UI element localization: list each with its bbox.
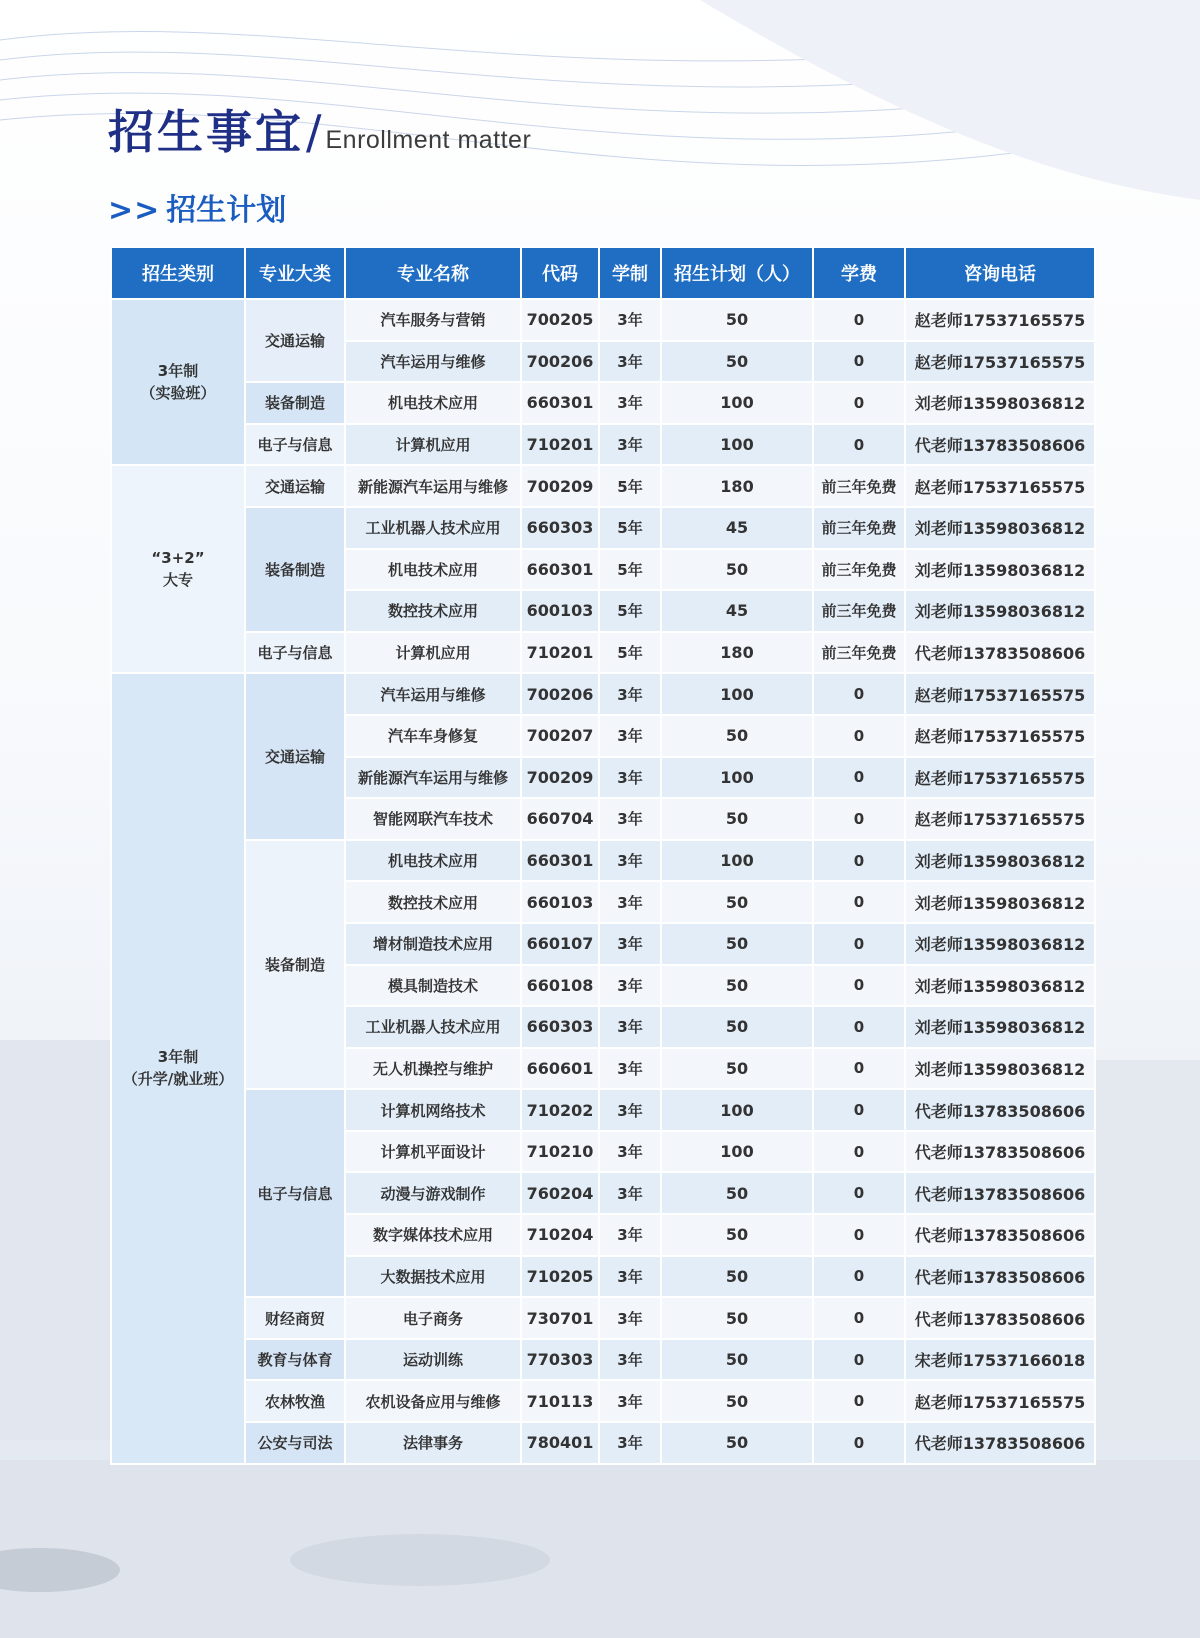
phone-cell: 赵老师17537165575 [905, 341, 1095, 383]
enrollment-plan-table [110, 246, 1096, 1465]
code-cell: 710204 [521, 1214, 599, 1256]
duration-cell: 3年 [599, 1006, 661, 1048]
duration-cell: 3年 [599, 341, 661, 383]
code-cell: 660301 [521, 549, 599, 591]
major-name-cell: 机电技术应用 [345, 382, 521, 424]
plan-cell: 50 [661, 881, 813, 923]
duration-cell: 3年 [599, 1256, 661, 1298]
col-header-major-name: 专业名称 [345, 247, 521, 299]
fee-cell: 0 [813, 673, 905, 715]
plan-cell: 100 [661, 382, 813, 424]
col-header-phone: 咨询电话 [905, 247, 1095, 299]
duration-cell: 3年 [599, 1214, 661, 1256]
major-class-cell: 装备制造 [245, 507, 345, 632]
major-class-cell: 交通运输 [245, 465, 345, 507]
title-slash: / [306, 105, 322, 159]
fee-cell: 0 [813, 1339, 905, 1381]
duration-cell: 3年 [599, 1089, 661, 1131]
major-name-cell: 法律事务 [345, 1422, 521, 1464]
fee-cell: 0 [813, 923, 905, 965]
col-header-fee: 学费 [813, 247, 905, 299]
major-name-cell: 机电技术应用 [345, 840, 521, 882]
duration-cell: 5年 [599, 507, 661, 549]
plan-cell: 50 [661, 1422, 813, 1464]
code-cell: 660103 [521, 881, 599, 923]
major-name-cell: 智能网联汽车技术 [345, 798, 521, 840]
major-name-cell: 汽车运用与维修 [345, 341, 521, 383]
fee-cell: 0 [813, 1006, 905, 1048]
duration-cell: 3年 [599, 923, 661, 965]
code-cell: 660303 [521, 507, 599, 549]
major-name-cell: 计算机网络技术 [345, 1089, 521, 1131]
major-name-cell: 电子商务 [345, 1297, 521, 1339]
phone-cell: 刘老师13598036812 [905, 549, 1095, 591]
major-name-cell: 机电技术应用 [345, 549, 521, 591]
plan-cell: 100 [661, 424, 813, 466]
duration-cell: 5年 [599, 632, 661, 674]
fee-cell: 前三年免费 [813, 465, 905, 507]
duration-cell: 3年 [599, 1131, 661, 1173]
plan-cell: 100 [661, 757, 813, 799]
code-cell: 700209 [521, 757, 599, 799]
phone-cell: 刘老师13598036812 [905, 382, 1095, 424]
table-row [111, 465, 1095, 507]
duration-cell: 3年 [599, 1380, 661, 1422]
plan-cell: 50 [661, 965, 813, 1007]
fee-cell: 0 [813, 1089, 905, 1131]
phone-cell: 刘老师13598036812 [905, 881, 1095, 923]
major-name-cell: 计算机平面设计 [345, 1131, 521, 1173]
fee-cell: 0 [813, 1172, 905, 1214]
fee-cell: 0 [813, 965, 905, 1007]
major-name-cell: 汽车运用与维修 [345, 673, 521, 715]
col-header-plan: 招生计划（人） [661, 247, 813, 299]
major-name-cell: 数字媒体技术应用 [345, 1214, 521, 1256]
fee-cell: 0 [813, 715, 905, 757]
major-class-cell: 电子与信息 [245, 424, 345, 466]
code-cell: 710202 [521, 1089, 599, 1131]
fee-cell: 0 [813, 1214, 905, 1256]
code-cell: 770303 [521, 1339, 599, 1381]
major-name-cell: 汽车服务与营销 [345, 299, 521, 341]
code-cell: 700206 [521, 673, 599, 715]
title-chinese: 招生事宜 [108, 105, 304, 159]
phone-cell: 赵老师17537165575 [905, 757, 1095, 799]
fee-cell: 0 [813, 1297, 905, 1339]
phone-cell: 刘老师13598036812 [905, 590, 1095, 632]
fee-cell: 前三年免费 [813, 590, 905, 632]
fee-cell: 0 [813, 299, 905, 341]
fee-cell: 0 [813, 881, 905, 923]
phone-cell: 刘老师13598036812 [905, 965, 1095, 1007]
plan-cell: 50 [661, 299, 813, 341]
table-row [111, 1380, 1095, 1422]
duration-cell: 5年 [599, 465, 661, 507]
subtitle-text: 招生计划 [166, 193, 287, 228]
category-line: （实验班） [140, 384, 216, 403]
code-cell: 700209 [521, 465, 599, 507]
fee-cell: 0 [813, 840, 905, 882]
col-header-major-class: 专业大类 [245, 247, 345, 299]
duration-cell: 3年 [599, 673, 661, 715]
major-class-cell: 交通运输 [245, 299, 345, 382]
table-header-row [111, 247, 1095, 299]
major-name-cell: 农机设备应用与维修 [345, 1380, 521, 1422]
code-cell: 700206 [521, 341, 599, 383]
major-name-cell: 汽车车身修复 [345, 715, 521, 757]
major-name-cell: 计算机应用 [345, 632, 521, 674]
table-row [111, 507, 1095, 549]
major-name-cell: 无人机操控与维护 [345, 1048, 521, 1090]
table-row [111, 840, 1095, 882]
plan-cell: 50 [661, 1048, 813, 1090]
major-name-cell: 模具制造技术 [345, 965, 521, 1007]
table-row [111, 632, 1095, 674]
phone-cell: 赵老师17537165575 [905, 465, 1095, 507]
phone-cell: 代老师13783508606 [905, 632, 1095, 674]
col-header-code: 代码 [521, 247, 599, 299]
code-cell: 710113 [521, 1380, 599, 1422]
major-class-cell: 农林牧渔 [245, 1380, 345, 1422]
duration-cell: 3年 [599, 1048, 661, 1090]
code-cell: 700205 [521, 299, 599, 341]
duration-cell: 3年 [599, 881, 661, 923]
table-row [111, 1297, 1095, 1339]
code-cell: 660303 [521, 1006, 599, 1048]
phone-cell: 代老师13783508606 [905, 1089, 1095, 1131]
duration-cell: 3年 [599, 715, 661, 757]
phone-cell: 赵老师17537165575 [905, 798, 1095, 840]
duration-cell: 3年 [599, 1339, 661, 1381]
plan-cell: 50 [661, 1214, 813, 1256]
table-row [111, 382, 1095, 424]
code-cell: 780401 [521, 1422, 599, 1464]
plan-cell: 50 [661, 1339, 813, 1381]
duration-cell: 3年 [599, 798, 661, 840]
major-name-cell: 新能源汽车运用与维修 [345, 465, 521, 507]
code-cell: 710201 [521, 632, 599, 674]
code-cell: 710205 [521, 1256, 599, 1298]
code-cell: 600103 [521, 590, 599, 632]
duration-cell: 3年 [599, 1297, 661, 1339]
category-line: “3+2” [151, 549, 205, 568]
major-class-cell: 教育与体育 [245, 1339, 345, 1381]
plan-cell: 50 [661, 715, 813, 757]
double-arrow-icon: >> [108, 193, 161, 228]
duration-cell: 3年 [599, 382, 661, 424]
table-row [111, 299, 1095, 341]
plan-cell: 100 [661, 1089, 813, 1131]
code-cell: 660301 [521, 382, 599, 424]
code-cell: 660108 [521, 965, 599, 1007]
major-name-cell: 工业机器人技术应用 [345, 507, 521, 549]
duration-cell: 3年 [599, 840, 661, 882]
code-cell: 660301 [521, 840, 599, 882]
fee-cell: 0 [813, 757, 905, 799]
fee-cell: 前三年免费 [813, 507, 905, 549]
phone-cell: 代老师13783508606 [905, 1422, 1095, 1464]
duration-cell: 3年 [599, 965, 661, 1007]
fee-cell: 前三年免费 [813, 549, 905, 591]
duration-cell: 3年 [599, 1422, 661, 1464]
major-name-cell: 数控技术应用 [345, 590, 521, 632]
code-cell: 710201 [521, 424, 599, 466]
code-cell: 660601 [521, 1048, 599, 1090]
table-row [111, 1339, 1095, 1381]
code-cell: 660107 [521, 923, 599, 965]
title-english: Enrollment matter [325, 126, 532, 154]
code-cell: 760204 [521, 1172, 599, 1214]
major-name-cell: 工业机器人技术应用 [345, 1006, 521, 1048]
phone-cell: 刘老师13598036812 [905, 923, 1095, 965]
phone-cell: 刘老师13598036812 [905, 507, 1095, 549]
col-header-category: 招生类别 [111, 247, 245, 299]
phone-cell: 代老师13783508606 [905, 1131, 1095, 1173]
fee-cell: 前三年免费 [813, 632, 905, 674]
plan-cell: 100 [661, 840, 813, 882]
duration-cell: 3年 [599, 424, 661, 466]
code-cell: 730701 [521, 1297, 599, 1339]
category-line: 3年制 [157, 362, 199, 381]
phone-cell: 宋老师17537166018 [905, 1339, 1095, 1381]
category-line: 3年制 [157, 1048, 199, 1067]
plan-cell: 50 [661, 341, 813, 383]
major-class-cell: 财经商贸 [245, 1297, 345, 1339]
phone-cell: 代老师13783508606 [905, 1172, 1095, 1214]
plan-cell: 50 [661, 1297, 813, 1339]
phone-cell: 赵老师17537165575 [905, 299, 1095, 341]
table-row [111, 424, 1095, 466]
plan-cell: 100 [661, 1131, 813, 1173]
category-line: （升学/就业班） [122, 1070, 234, 1089]
major-class-cell: 公安与司法 [245, 1422, 345, 1464]
major-class-cell: 装备制造 [245, 382, 345, 424]
phone-cell: 代老师13783508606 [905, 1256, 1095, 1298]
major-class-cell: 装备制造 [245, 840, 345, 1090]
plan-cell: 50 [661, 923, 813, 965]
major-name-cell: 动漫与游戏制作 [345, 1172, 521, 1214]
code-cell: 660704 [521, 798, 599, 840]
phone-cell: 刘老师13598036812 [905, 1048, 1095, 1090]
phone-cell: 代老师13783508606 [905, 1214, 1095, 1256]
fee-cell: 0 [813, 341, 905, 383]
phone-cell: 代老师13783508606 [905, 424, 1095, 466]
plan-cell: 45 [661, 590, 813, 632]
duration-cell: 3年 [599, 757, 661, 799]
major-name-cell: 增材制造技术应用 [345, 923, 521, 965]
fee-cell: 0 [813, 798, 905, 840]
table-row [111, 1422, 1095, 1464]
major-name-cell: 运动训练 [345, 1339, 521, 1381]
fee-cell: 0 [813, 1048, 905, 1090]
category-cell [111, 673, 245, 1463]
category-cell [111, 299, 245, 465]
phone-cell: 代老师13783508606 [905, 1297, 1095, 1339]
fee-cell: 0 [813, 1422, 905, 1464]
fee-cell: 0 [813, 424, 905, 466]
phone-cell: 赵老师17537165575 [905, 1380, 1095, 1422]
duration-cell: 3年 [599, 1172, 661, 1214]
category-line: 大专 [162, 571, 193, 590]
major-name-cell: 计算机应用 [345, 424, 521, 466]
fee-cell: 0 [813, 382, 905, 424]
phone-cell: 赵老师17537165575 [905, 673, 1095, 715]
fee-cell: 0 [813, 1380, 905, 1422]
major-name-cell: 新能源汽车运用与维修 [345, 757, 521, 799]
phone-cell: 赵老师17537165575 [905, 715, 1095, 757]
plan-cell: 50 [661, 1380, 813, 1422]
duration-cell: 3年 [599, 299, 661, 341]
plan-cell: 50 [661, 549, 813, 591]
plan-cell: 50 [661, 1006, 813, 1048]
plan-cell: 180 [661, 465, 813, 507]
fee-cell: 0 [813, 1131, 905, 1173]
plan-cell: 50 [661, 1172, 813, 1214]
duration-cell: 5年 [599, 590, 661, 632]
major-class-cell: 电子与信息 [245, 632, 345, 674]
phone-cell: 刘老师13598036812 [905, 840, 1095, 882]
page-title [108, 96, 531, 162]
duration-cell: 5年 [599, 549, 661, 591]
major-class-cell: 交通运输 [245, 673, 345, 839]
major-class-cell: 电子与信息 [245, 1089, 345, 1297]
major-name-cell: 大数据技术应用 [345, 1256, 521, 1298]
fee-cell: 0 [813, 1256, 905, 1298]
plan-cell: 50 [661, 1256, 813, 1298]
major-name-cell: 数控技术应用 [345, 881, 521, 923]
section-subtitle [108, 185, 286, 229]
plan-cell: 180 [661, 632, 813, 674]
plan-cell: 50 [661, 798, 813, 840]
code-cell: 710210 [521, 1131, 599, 1173]
plan-cell: 45 [661, 507, 813, 549]
col-header-duration: 学制 [599, 247, 661, 299]
plan-cell: 100 [661, 673, 813, 715]
code-cell: 700207 [521, 715, 599, 757]
table-row [111, 673, 1095, 715]
phone-cell: 刘老师13598036812 [905, 1006, 1095, 1048]
table-row [111, 1089, 1095, 1131]
category-cell [111, 465, 245, 673]
